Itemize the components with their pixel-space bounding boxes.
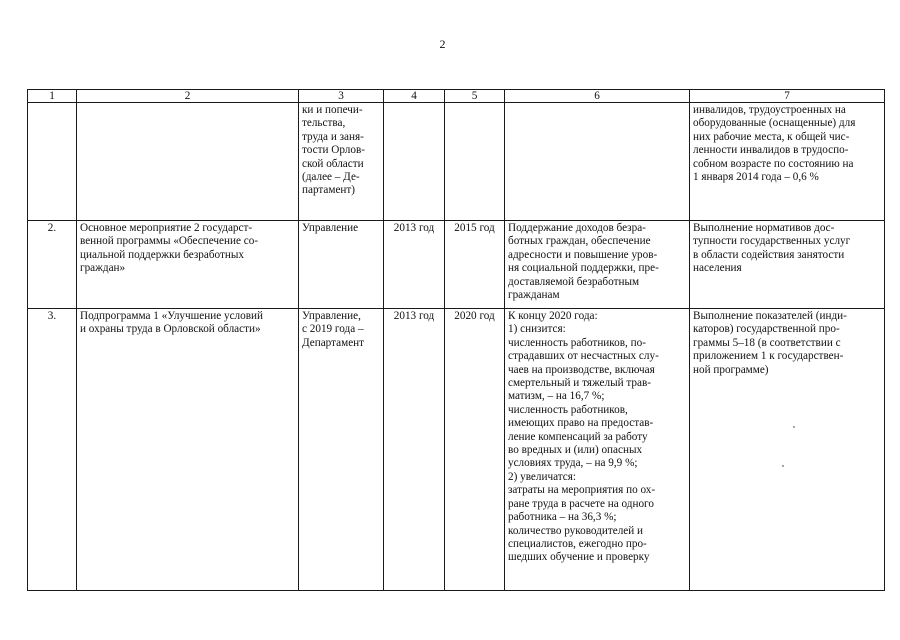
cell-line: матизм, – на 16,7 %; <box>508 390 605 403</box>
cell-line: работника – на 36,3 %; <box>508 511 617 524</box>
cell-line: имеющих право на предостав- <box>508 417 654 430</box>
expected-result-cell <box>505 221 690 309</box>
cell-line: партамент) <box>302 184 356 197</box>
cell-line: адресности и повышение уров- <box>508 248 658 261</box>
measure-name-cell <box>77 103 299 221</box>
cell-line: ня социальной поддержки, пре- <box>508 262 659 275</box>
cell-line: оборудованные (оснащенные) для <box>693 117 856 130</box>
cell-line: численность работников, по- <box>508 336 646 349</box>
indicator-link-cell <box>690 309 885 591</box>
column-number-2: 2 <box>77 90 299 103</box>
program-measures-table <box>27 89 885 591</box>
cell-line: численность работников, <box>508 403 628 416</box>
start-year-cell: 2013 год <box>384 221 445 309</box>
executor-cell <box>299 221 384 309</box>
table-row <box>28 309 885 591</box>
indicator-link-cell <box>690 103 885 221</box>
cell-line: Управление <box>302 222 359 234</box>
cell-line: страдавших от несчастных слу- <box>508 350 659 363</box>
cell-line: Выполнение нормативов дос- <box>693 222 835 234</box>
indicator-link-cell <box>690 221 885 309</box>
row-number-cell: 2. <box>28 221 77 309</box>
cell-line: затраты на мероприятия по ох- <box>508 484 656 497</box>
cell-line: смертельный и тяжелый трав- <box>508 377 651 390</box>
cell-line: граммы 5–18 (в соответствии с <box>693 336 841 349</box>
end-year-cell: 2020 год <box>445 309 505 591</box>
cell-line: ленности инвалидов в трудоспо- <box>693 144 849 157</box>
column-number-7: 7 <box>690 90 885 103</box>
cell-line: Основное мероприятие 2 государст- <box>80 222 253 234</box>
cell-line: инвалидов, трудоустроенных на <box>693 104 846 116</box>
start-year-cell <box>384 103 445 221</box>
cell-line: ки и попечи- <box>302 104 363 116</box>
cell-line: Подпрограмма 1 «Улучшение условий <box>80 310 263 322</box>
table-row <box>28 221 885 309</box>
cell-line: количество руководителей и <box>508 524 644 537</box>
expected-result-cell <box>505 103 690 221</box>
executor-cell <box>299 103 384 221</box>
end-year-cell: 2015 год <box>445 221 505 309</box>
cell-line: населения <box>693 262 742 275</box>
end-year-cell <box>445 103 505 221</box>
measure-name-cell <box>77 309 299 591</box>
cell-line: венной программы «Обеспечение со- <box>80 235 259 248</box>
cell-line: Управление, <box>302 310 361 322</box>
cell-line: 1 января 2014 года – 0,6 % <box>693 171 819 184</box>
column-number-row <box>28 90 885 103</box>
cell-line: ботных граждан, обеспечение <box>508 235 651 248</box>
column-number-1: 1 <box>28 90 77 103</box>
cell-line: каторов) государственной про- <box>693 323 840 336</box>
row-number-cell <box>28 103 77 221</box>
cell-line: чаев на производстве, включая <box>508 363 655 376</box>
cell-line: ление компенсаций за работу <box>508 430 648 443</box>
table-row <box>28 103 885 221</box>
cell-line: и охраны труда в Орловской области» <box>80 323 261 336</box>
cell-line: специалистов, ежегодно про- <box>508 537 647 550</box>
column-number-4: 4 <box>384 90 445 103</box>
cell-line: Выполнение показателей (инди- <box>693 310 847 322</box>
row-number-cell: 3. <box>28 309 77 591</box>
cell-line: шедших обучение и проверку <box>508 551 650 564</box>
cell-line: Поддержание доходов безра- <box>508 222 646 234</box>
column-number-3: 3 <box>299 90 384 103</box>
executor-cell <box>299 309 384 591</box>
cell-line: Департамент <box>302 336 365 349</box>
scan-speck <box>782 465 784 467</box>
cell-line: них рабочие места, к общей чис- <box>693 130 850 143</box>
cell-line: граждан» <box>80 262 126 275</box>
cell-line: тости Орлов- <box>302 144 365 157</box>
scan-speck <box>793 426 795 428</box>
cell-line: с 2019 года – <box>302 323 364 336</box>
cell-line: труда и заня- <box>302 130 364 143</box>
cell-line: тельства, <box>302 117 346 130</box>
cell-line: приложением 1 к государствен- <box>693 350 844 363</box>
column-number-6: 6 <box>505 90 690 103</box>
cell-line: гражданам <box>508 289 560 302</box>
cell-line: 2) увеличатся: <box>508 470 577 483</box>
cell-line: во вредных и (или) опасных <box>508 444 643 457</box>
expected-result-cell <box>505 309 690 591</box>
cell-line: условиях труда, – на 9,9 %; <box>508 457 638 470</box>
cell-line: тупности государственных услуг <box>693 235 851 248</box>
measure-name-cell <box>77 221 299 309</box>
cell-line: доставляемой безработным <box>508 275 640 288</box>
cell-line: в области содействия занятости <box>693 248 845 261</box>
cell-line: 1) снизится: <box>508 323 566 336</box>
cell-line: ской области <box>302 157 364 170</box>
cell-line: (далее – Де- <box>302 171 360 184</box>
cell-line: ране труда в расчете на одного <box>508 497 654 510</box>
cell-line: циальной поддержки безработных <box>80 248 244 261</box>
cell-line: ной программе) <box>693 363 769 376</box>
start-year-cell: 2013 год <box>384 309 445 591</box>
page-number: 2 <box>439 37 446 51</box>
cell-line: К концу 2020 года: <box>508 310 598 322</box>
column-number-5: 5 <box>445 90 505 103</box>
cell-line: собном возрасте по состоянию на <box>693 157 854 170</box>
